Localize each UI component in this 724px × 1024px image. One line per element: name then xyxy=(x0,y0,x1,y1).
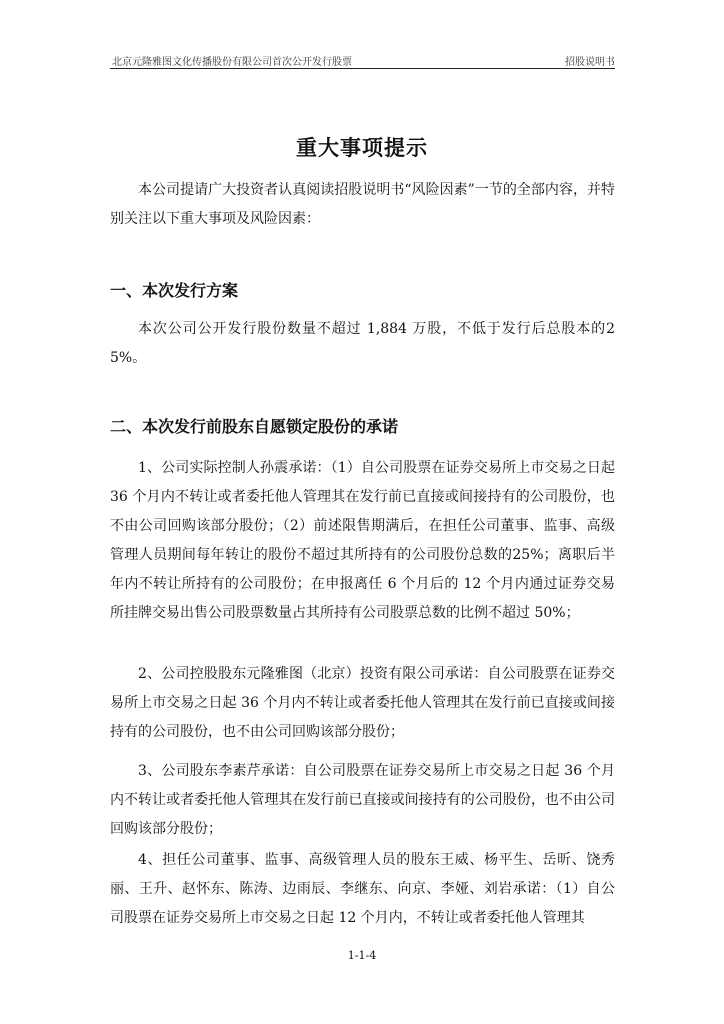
commitment-item-2: 2、公司控股股东元隆雅图（北京）投资有限公司承诺：自公司股票在证券交易所上市交易之日起 36 个月内不转让或者委托他人管理其在发行前已直接或间接持有的公司股份，也不由公司回购该部分股份； xyxy=(110,666,615,740)
header-doc-type: 招股说明书 xyxy=(565,57,615,68)
commitment-item-4: 4、担任公司董事、监事、高级管理人员的股东王威、杨平生、岳昕、饶秀丽、王升、赵怀东、陈涛、边雨辰、李继东、向京、李娅、刘岩承诺：（1）自公司股票在证券交易所上市交易之日起 12 个月内，不转让或者委托他人管理其 xyxy=(110,852,615,926)
header-company-title: 北京元隆雅图文化传播股份有限公司首次公开发行股票 xyxy=(112,57,352,68)
section-1-heading: 一、本次发行方案 xyxy=(110,281,239,300)
commitment-item-3: 3、公司股东李素芹承诺：自公司股票在证券交易所上市交易之日起 36 个月内不转让或者委托他人管理其在发行前已直接或间接持有的公司股份，也不由公司回购该部分股份； xyxy=(110,763,615,837)
page-header xyxy=(110,50,615,69)
intro-paragraph: 本公司提请广大投资者认真阅读招股说明书“风险因素”一节的全部内容，并特别关注以下重大事项及风险因素： xyxy=(110,182,615,227)
page-title: 重大事项提示 xyxy=(296,136,428,160)
page-number: 1-1-4 xyxy=(347,949,377,962)
commitment-item-1: 1、公司实际控制人孙震承诺：（1）自公司股票在证券交易所上市交易之日起 36 个月内不转让或者委托他人管理其在发行前已直接或间接持有的公司股份，也不由公司回购该部分股份；（2）前述限售期满后，在担任公司董事、监事、高级管理人员期间每年转让的股份不超过其所持有的公司股份总数的25%；离职后半年内不转让所持有的公司股份；在申报离任 6 个月后的 12 个月内通过证券交易所挂牌交易出售公司股票数量占其所持有公司股票总数的比例不超过 50%； xyxy=(110,460,615,621)
section-2-heading: 二、本次发行前股东自愿锁定股份的承诺 xyxy=(110,417,399,436)
section-1-body: 本次公司公开发行股份数量不超过 1,884 万股，不低于发行后总股本的25%。 xyxy=(110,321,615,366)
